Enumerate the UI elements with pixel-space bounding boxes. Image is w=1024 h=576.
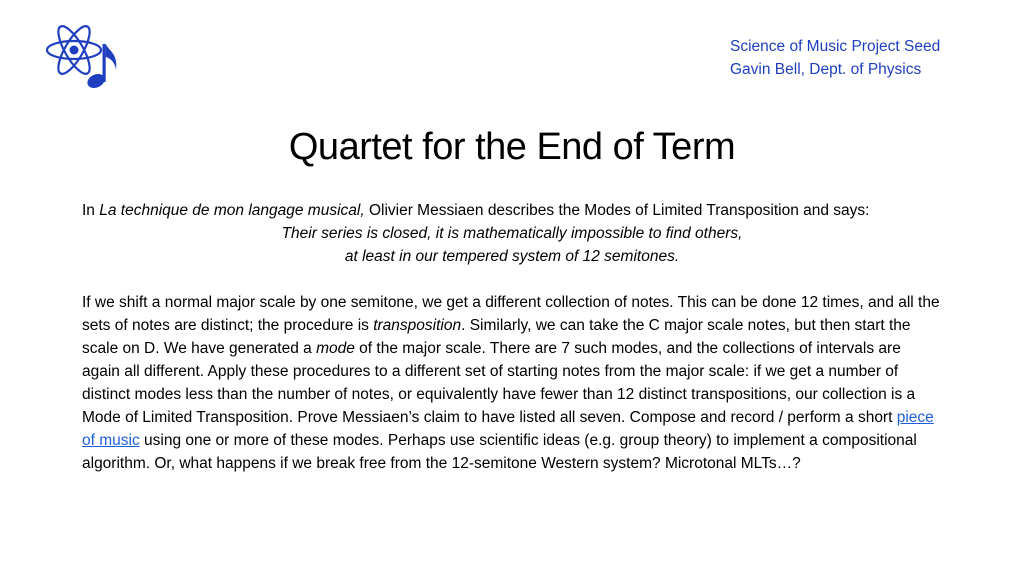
main-paragraph xyxy=(82,291,942,475)
page-title: Quartet for the End of Term xyxy=(288,126,736,168)
intro-paragraph xyxy=(82,199,942,222)
piece-of-music-link[interactable]: piece of music xyxy=(82,409,934,449)
author-name: Gavin Bell, Dept. of Physics xyxy=(730,61,922,78)
term-mode: mode xyxy=(316,340,355,357)
intro-post: Olivier Messiaen describes the Modes of Limited Transposition and says: xyxy=(364,202,870,219)
term-transposition: transposition xyxy=(373,317,462,334)
paragraph-part-1: If we shift a normal major scale by one semitone, we get a different collection of notes. This can be done 12 times, and all the sets of notes are distinct; the procedure is xyxy=(82,294,940,334)
header-info xyxy=(730,35,940,81)
paragraph-part-2: . Similarly, we can take the C major scale notes, but then start the scale on D. We have generated a xyxy=(82,317,911,357)
quote-line-1: Their series is closed, it is mathematically impossible to find others, xyxy=(281,225,743,242)
paragraph-part-4: using one or more of these modes. Perhaps use scientific ideas (e.g. group theory) to implement a compositional algorithm. Or, what happens if we break free from the 12-semitone Western system? Microtonal MLTs…? xyxy=(82,432,917,472)
quote-line-2: at least in our tempered system of 12 semitones. xyxy=(344,248,680,265)
intro-pre: In xyxy=(82,202,100,219)
atom-music-note-icon xyxy=(44,20,124,94)
paragraph-part-3: of the major scale. There are 7 such modes, and the collections of intervals are again all different. Apply these procedures to a different set of starting notes from the major scale: if we get a number of distinct modes less than the number of notes, or equivalently have fewer than 12 distinct transpositions, our collection is a Mode of Limited Transposition. Prove Messiaen’s claim to have listed all seven. Compose and record / perform a short xyxy=(82,340,916,426)
body-text xyxy=(82,199,942,475)
book-title: La technique de mon langage musical, xyxy=(99,202,365,219)
spacer xyxy=(82,268,942,291)
project-name: Science of Music Project Seed xyxy=(730,38,941,55)
